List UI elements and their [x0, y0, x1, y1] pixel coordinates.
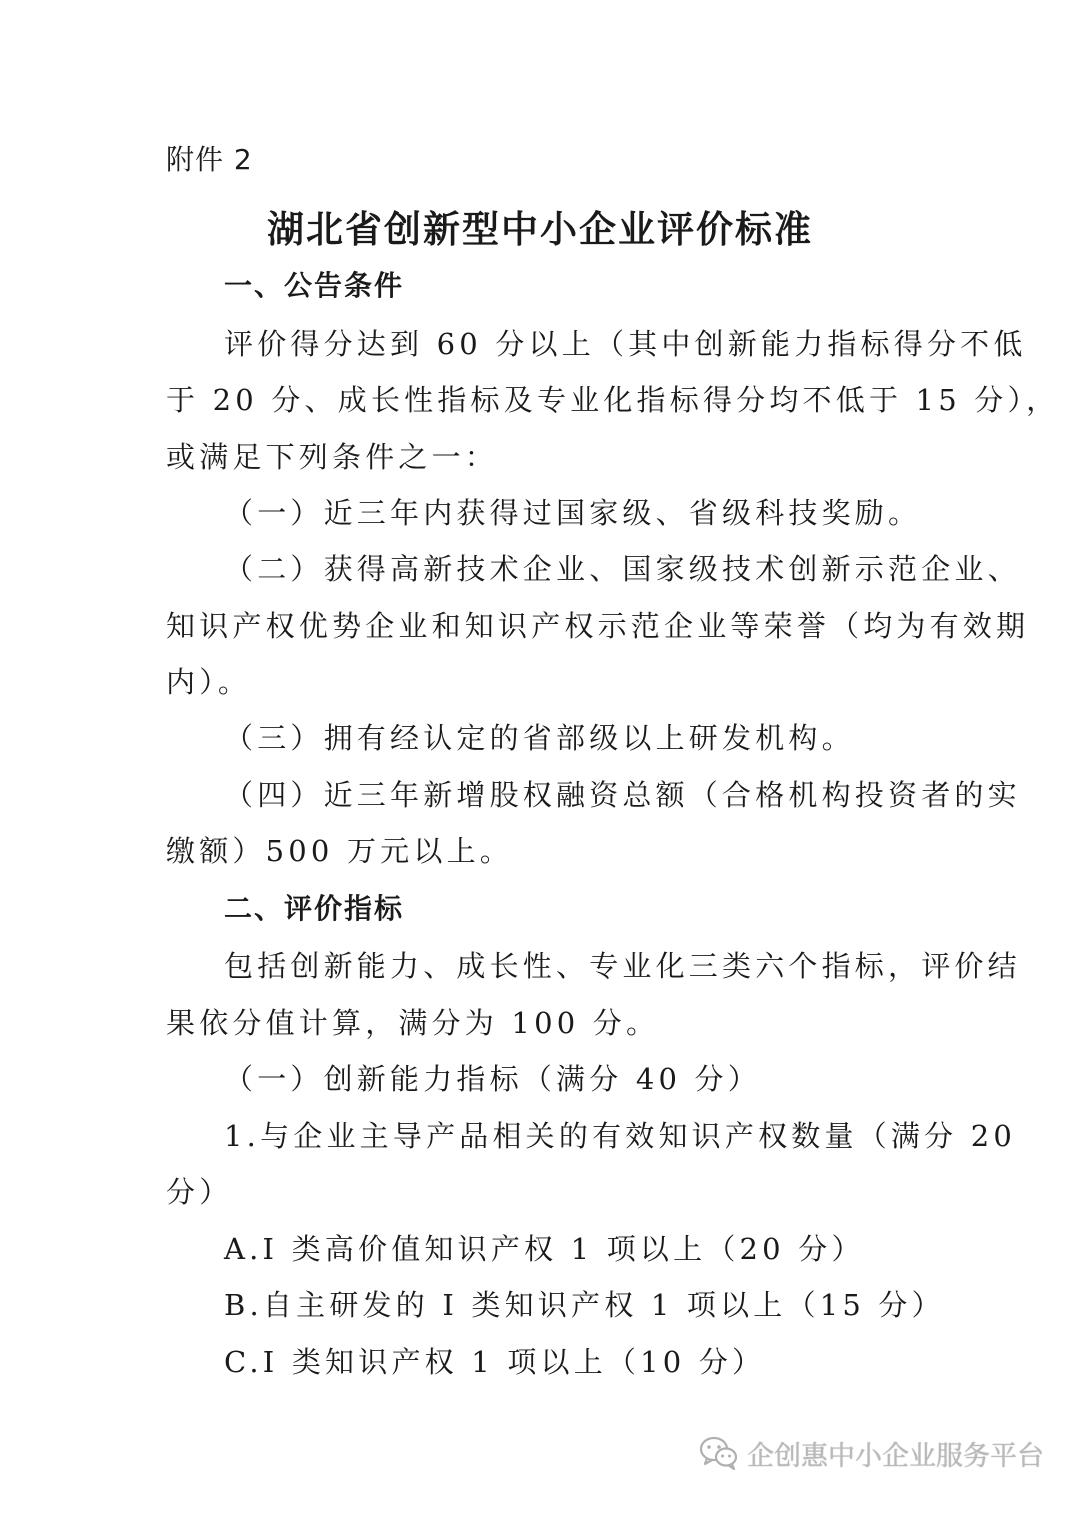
section-1-heading: 一、公告条件 — [224, 269, 405, 302]
page-title: 湖北省创新型中小企业评价标准 — [267, 208, 813, 251]
section-1-intro-line-2: 于 20 分、成长性指标及专业化指标得分均不低于 15 分）， — [166, 383, 1060, 417]
option-a: A.I 类高价值知识产权 1 项以上（20 分） — [224, 1232, 865, 1266]
condition-item-2-line-2: 知识产权优势企业和知识产权示范企业等荣誉（均为有效期 — [166, 609, 1030, 643]
section-2-intro-line-2: 果依分值计算，满分为 100 分。 — [166, 1006, 660, 1040]
subsection-1-heading: （一）创新能力指标（满分 40 分） — [224, 1062, 761, 1096]
condition-item-4-line-1: （四）近三年新增股权融资总额（合格机构投资者的实 — [224, 778, 1021, 812]
watermark — [699, 1428, 1044, 1478]
section-2-heading: 二、评价指标 — [224, 892, 405, 925]
option-b: B.自主研发的 I 类知识产权 1 项以上（15 分） — [224, 1288, 945, 1322]
indicator-1-line-1: 1.与企业主导产品相关的有效知识产权数量（满分 20 — [224, 1119, 1016, 1153]
condition-item-4-line-2: 缴额）500 万元以上。 — [166, 834, 513, 868]
condition-item-2-line-1: （二）获得高新技术企业、国家级技术创新示范企业、 — [224, 552, 1021, 586]
section-1-intro-line-1: 评价得分达到 60 分以上（其中创新能力指标得分不低 — [224, 327, 1027, 361]
indicator-1-line-2: 分） — [166, 1175, 233, 1209]
condition-item-3: （三）拥有经认定的省部级以上研发机构。 — [224, 721, 855, 755]
wechat-icon — [699, 1435, 739, 1471]
section-2-intro-line-1: 包括创新能力、成长性、专业化三类六个指标，评价结 — [224, 949, 1021, 983]
attachment-label: 附件 2 — [166, 143, 253, 176]
condition-item-1: （一）近三年内获得过国家级、省级科技奖励。 — [224, 496, 922, 530]
section-1-intro-line-3: 或满足下列条件之一： — [166, 440, 499, 474]
condition-item-2-line-3: 内）。 — [166, 665, 252, 699]
watermark-text: 企创惠中小企业服务平台 — [747, 1440, 1044, 1472]
option-c: C.I 类知识产权 1 项以上（10 分） — [224, 1345, 766, 1379]
